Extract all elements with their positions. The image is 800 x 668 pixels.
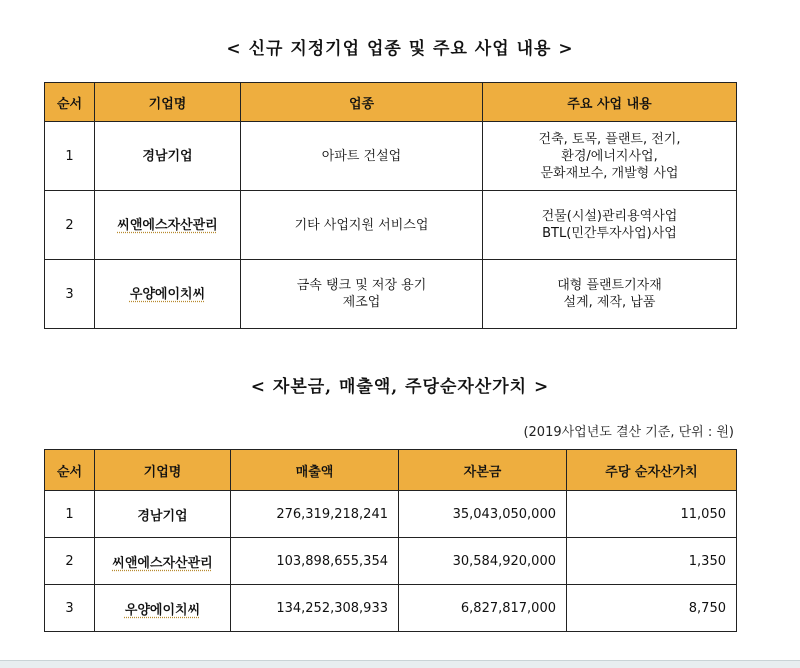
header-company: 기업명: [95, 83, 241, 122]
header-order: 순서: [45, 450, 95, 491]
table1-title: < 신규 지정기업 업종 및 주요 사업 내용 >: [226, 39, 574, 59]
cell-company: 우양에이치씨: [124, 602, 201, 618]
cell-company: 경남기업: [137, 508, 188, 524]
header-order: 순서: [45, 83, 95, 122]
cell-industry: 기타 사업지원 서비스업: [241, 191, 483, 260]
cell-capital: 30,584,920,000: [399, 538, 567, 585]
header-company: 기업명: [95, 450, 231, 491]
header-capital: 자본금: [399, 450, 567, 491]
cell-company: 씨앤에스자산관리: [112, 555, 213, 571]
cell-business: 건축, 토목, 플랜트, 전기, 환경/에너지사업, 문화재보수, 개발형 사업: [483, 122, 737, 191]
cell-sales: 103,898,655,354: [231, 538, 399, 585]
header-sales: 매출액: [231, 450, 399, 491]
table-row: [45, 585, 737, 632]
cell-business: 대형 플랜트기자재 설계, 제작, 납품: [483, 260, 737, 329]
cell-nav: 11,050: [567, 491, 737, 538]
cell-order: 2: [45, 191, 95, 260]
cell-order: 3: [45, 260, 95, 329]
cell-capital: 35,043,050,000: [399, 491, 567, 538]
cell-sales: 134,252,308,933: [231, 585, 399, 632]
cell-company: 우양에이치씨: [129, 286, 206, 302]
designated-companies-table: [44, 82, 737, 329]
unit-note: (2019사업년도 결산 기준, 단위 : 원): [523, 425, 734, 440]
cell-industry: 아파트 건설업: [241, 122, 483, 191]
cell-business: 건물(시설)관리용역사업 BTL(민간투자사업)사업: [483, 191, 737, 260]
header-nav-per-share: 주당 순자산가치: [567, 450, 737, 491]
cell-nav: 1,350: [567, 538, 737, 585]
cell-industry: 금속 탱크 및 저장 용기 제조업: [241, 260, 483, 329]
header-business: 주요 사업 내용: [483, 83, 737, 122]
table-row: [45, 491, 737, 538]
table-row: [45, 191, 737, 260]
cell-order: 2: [45, 538, 95, 585]
table-header-row: [45, 83, 737, 122]
cell-sales: 276,319,218,241: [231, 491, 399, 538]
cell-order: 3: [45, 585, 95, 632]
cell-order: 1: [45, 491, 95, 538]
table-header-row: [45, 450, 737, 491]
financials-table: [44, 449, 737, 632]
table2-title: < 자본금, 매출액, 주당순자산가치 >: [250, 377, 550, 397]
cell-nav: 8,750: [567, 585, 737, 632]
table-row: [45, 538, 737, 585]
header-industry: 업종: [241, 83, 483, 122]
cell-company: 경남기업: [142, 148, 193, 164]
table-row: [45, 122, 737, 191]
cell-capital: 6,827,817,000: [399, 585, 567, 632]
cell-order: 1: [45, 122, 95, 191]
table-row: [45, 260, 737, 329]
cell-company: 씨앤에스자산관리: [117, 217, 218, 233]
